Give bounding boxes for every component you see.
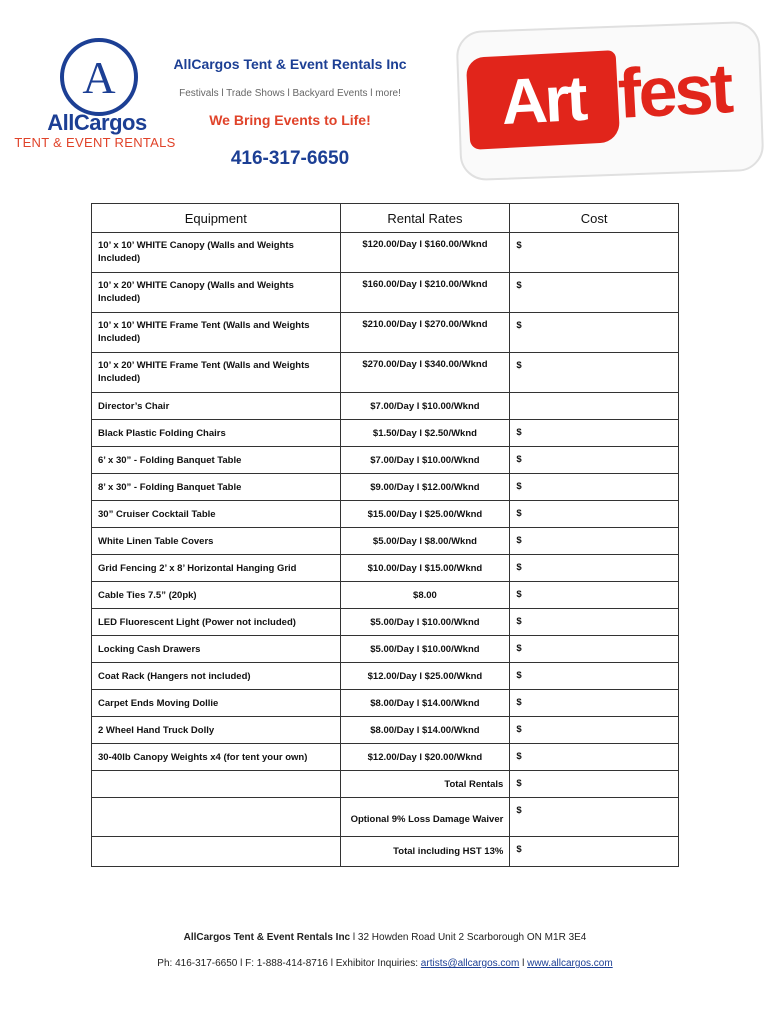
rate-cell: $7.00/Day l $10.00/Wknd (340, 393, 510, 420)
rate-cell: $8.00/Day l $14.00/Wknd (340, 690, 510, 717)
cost-cell[interactable]: $ (510, 474, 679, 501)
cost-cell[interactable]: $ (510, 609, 679, 636)
artfest-art-block (466, 50, 621, 150)
cost-cell[interactable]: $ (510, 528, 679, 555)
company-phone: 416-317-6650 (230, 148, 350, 169)
footer-contact: Ph: 416-317-6650 l F: 1-888-414-8716 l Exhibitor Inquiries: (157, 958, 421, 969)
rate-cell: $10.00/Day l $15.00/Wknd (340, 555, 510, 582)
equipment-cell: 2 Wheel Hand Truck Dolly (92, 717, 341, 744)
loss-damage-waiver-label: Optional 9% Loss Damage Waiver (340, 798, 510, 837)
cost-cell[interactable] (510, 393, 679, 420)
logo-tagline: TENT & EVENT RENTALS (14, 135, 176, 150)
equipment-cell: Director’s Chair (92, 393, 341, 420)
footer-website-link[interactable]: www.allcargos.com (527, 958, 613, 969)
cost-cell[interactable]: $ (510, 582, 679, 609)
equipment-cell: Locking Cash Drawers (92, 636, 341, 663)
equipment-cell: Coat Rack (Hangers not included) (92, 663, 341, 690)
equipment-cell: Black Plastic Folding Chairs (92, 420, 341, 447)
equipment-cell: 6’ x 30” - Folding Banquet Table (92, 447, 341, 474)
rental-rates-table (91, 203, 679, 867)
total-hst-row (92, 837, 679, 867)
rate-cell: $270.00/Day l $340.00/Wknd (340, 353, 510, 393)
cost-cell[interactable]: $ (510, 273, 679, 313)
cost-cell[interactable]: $ (510, 233, 679, 273)
table-row (92, 393, 679, 420)
table-row (92, 663, 679, 690)
cost-cell[interactable]: $ (510, 717, 679, 744)
cost-cell[interactable]: $ (510, 690, 679, 717)
rate-cell: $8.00 (340, 582, 510, 609)
table-row (92, 501, 679, 528)
footer-email-link[interactable]: artists@allcargos.com (420, 958, 520, 969)
total-rentals-cost[interactable]: $ (510, 771, 679, 798)
rate-cell: $5.00/Day l $10.00/Wknd (340, 609, 510, 636)
rate-cell: $12.00/Day l $25.00/Wknd (340, 663, 510, 690)
header-cost: Cost (510, 204, 679, 233)
footer-address: l 32 Howden Road Unit 2 Scarborough ON M1R 3E4 (350, 932, 587, 943)
equipment-cell: Grid Fencing 2’ x 8’ Horizontal Hanging Grid (92, 555, 341, 582)
company-title: AllCargos Tent & Event Rentals Inc (173, 56, 407, 72)
equipment-cell: LED Fluorescent Light (Power not included) (92, 609, 341, 636)
rate-cell: $7.00/Day l $10.00/Wknd (340, 447, 510, 474)
footer-company: AllCargos Tent & Event Rentals Inc (183, 932, 351, 943)
cost-cell[interactable]: $ (510, 420, 679, 447)
footer-separator: l (519, 958, 528, 969)
table-row (92, 636, 679, 663)
cost-cell[interactable]: $ (510, 501, 679, 528)
footer-contact-line (0, 958, 770, 969)
table-row (92, 273, 679, 313)
logo-letter: A (82, 52, 116, 103)
table-header-row (92, 204, 679, 233)
equipment-cell: 30” Cruiser Cocktail Table (92, 501, 341, 528)
cost-cell[interactable]: $ (510, 353, 679, 393)
empty-cell (92, 798, 341, 837)
cost-cell[interactable]: $ (510, 555, 679, 582)
table-row (92, 582, 679, 609)
table-row (92, 609, 679, 636)
header-rental-rates: Rental Rates (340, 204, 510, 233)
table-row (92, 474, 679, 501)
table-row (92, 313, 679, 353)
cost-cell[interactable]: $ (510, 313, 679, 353)
equipment-cell: 10’ x 20’ WHITE Frame Tent (Walls and Weights Included) (92, 353, 341, 393)
table-row (92, 420, 679, 447)
artfest-logo (452, 20, 766, 180)
loss-damage-waiver-cost[interactable]: $ (510, 798, 679, 837)
cost-cell[interactable]: $ (510, 744, 679, 771)
equipment-cell: 10’ x 10’ WHITE Canopy (Walls and Weights Included) (92, 233, 341, 273)
equipment-cell: 30-40lb Canopy Weights x4 (for tent your own) (92, 744, 341, 771)
equipment-cell: 8’ x 30” - Folding Banquet Table (92, 474, 341, 501)
equipment-cell: 10’ x 10’ WHITE Frame Tent (Walls and Weights Included) (92, 313, 341, 353)
rate-cell: $12.00/Day l $20.00/Wknd (340, 744, 510, 771)
rate-cell: $5.00/Day l $10.00/Wknd (340, 636, 510, 663)
logo-name: AllCargos (47, 110, 147, 135)
loss-damage-waiver-row (92, 798, 679, 837)
rate-cell: $5.00/Day l $8.00/Wknd (340, 528, 510, 555)
logo-circle-icon (60, 38, 138, 116)
table-row (92, 555, 679, 582)
empty-cell (92, 771, 341, 798)
equipment-cell: Carpet Ends Moving Dollie (92, 690, 341, 717)
artfest-art-text: Art (499, 61, 587, 139)
equipment-cell: 10’ x 20’ WHITE Canopy (Walls and Weights Included) (92, 273, 341, 313)
table-row (92, 717, 679, 744)
total-rentals-label: Total Rentals (340, 771, 510, 798)
rate-cell: $15.00/Day l $25.00/Wknd (340, 501, 510, 528)
company-subtitle: Festivals l Trade Shows l Backyard Events l more! (179, 88, 401, 99)
empty-cell (92, 837, 341, 867)
total-hst-cost[interactable]: $ (510, 837, 679, 867)
total-hst-label: Total including HST 13% (340, 837, 510, 867)
rate-cell: $210.00/Day l $270.00/Wknd (340, 313, 510, 353)
rate-cell: $1.50/Day l $2.50/Wknd (340, 420, 510, 447)
table-row (92, 690, 679, 717)
company-slogan: We Bring Events to Life! (209, 112, 371, 128)
table-row (92, 447, 679, 474)
total-rentals-row (92, 771, 679, 798)
cost-cell[interactable]: $ (510, 636, 679, 663)
cost-cell[interactable]: $ (510, 663, 679, 690)
cost-cell[interactable]: $ (510, 447, 679, 474)
artfest-fest-text: fest (616, 49, 733, 133)
footer-address-line (0, 932, 770, 943)
rate-cell: $9.00/Day l $12.00/Wknd (340, 474, 510, 501)
equipment-cell: White Linen Table Covers (92, 528, 341, 555)
table-row (92, 353, 679, 393)
equipment-cell: Cable Ties 7.5” (20pk) (92, 582, 341, 609)
table-row (92, 744, 679, 771)
rate-cell: $120.00/Day l $160.00/Wknd (340, 233, 510, 273)
table-row (92, 233, 679, 273)
header-equipment: Equipment (92, 204, 341, 233)
table-row (92, 528, 679, 555)
rate-cell: $8.00/Day l $14.00/Wknd (340, 717, 510, 744)
rate-cell: $160.00/Day l $210.00/Wknd (340, 273, 510, 313)
